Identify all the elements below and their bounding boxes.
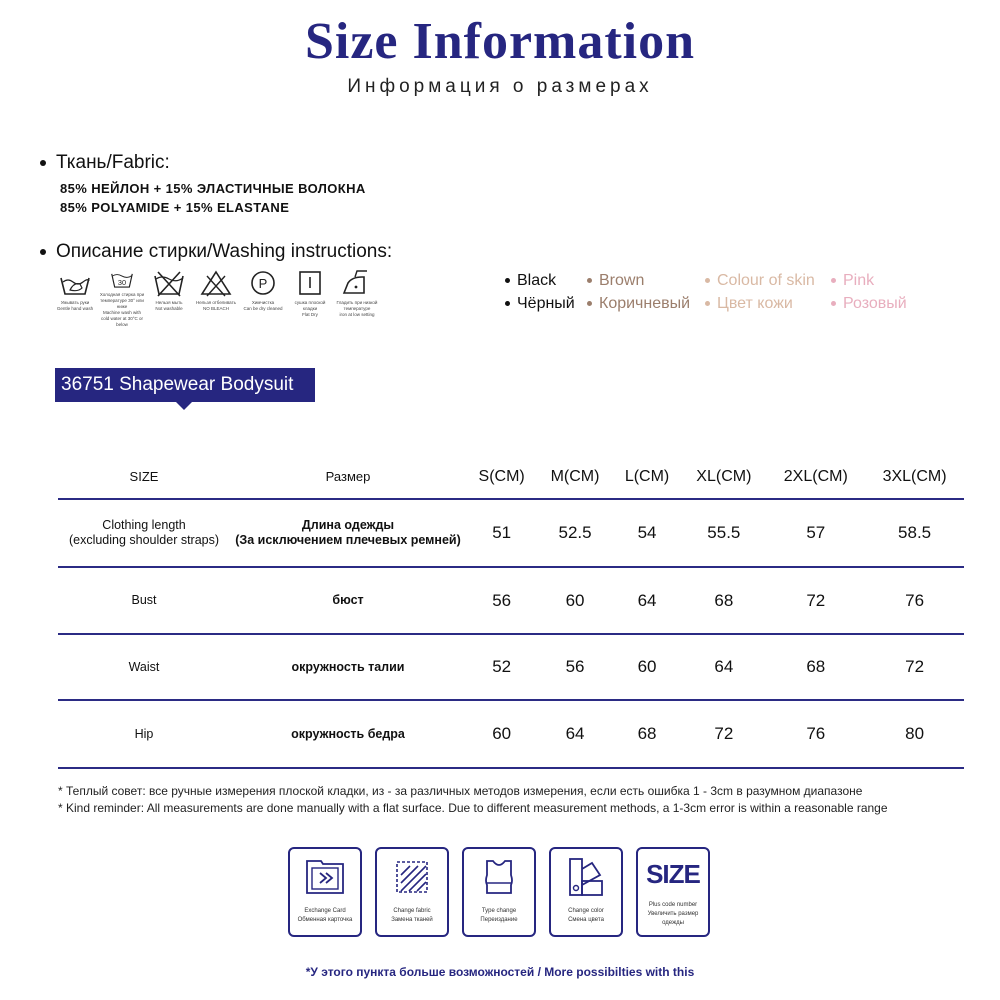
service-change-color: Change color Смена цвета — [549, 847, 623, 937]
row-label-ru: окружность бедра — [291, 726, 405, 741]
table-row — [58, 700, 964, 768]
bullet-icon — [40, 249, 46, 255]
table-row — [58, 499, 964, 567]
table-cell: 51 — [492, 523, 512, 542]
row-label-en: Waist — [128, 659, 160, 674]
svg-text:30: 30 — [117, 277, 127, 287]
size-icon: SIZE — [646, 859, 700, 889]
wash-item: 30 Холодная стирка при температуре 30° или ниже Machine wash with cold water at 30°C or below — [99, 268, 145, 328]
color-brown: Brown — [587, 272, 644, 290]
header-size: M(CM) — [550, 467, 600, 485]
machine-wash-30-icon — [105, 268, 139, 290]
table-cell: 57 — [806, 523, 826, 542]
service-type-change: Type change Переиздание — [462, 847, 536, 937]
size-table — [58, 455, 964, 769]
table-cell: 58.5 — [898, 523, 932, 542]
page-subtitle: Информация о размерах — [347, 76, 653, 97]
table-cell: 54 — [637, 523, 657, 542]
table-cell: 60 — [565, 590, 585, 610]
color-pink-ru: Розовый — [831, 295, 907, 313]
header-size-ru: Размер — [325, 469, 371, 484]
header-size-en: SIZE — [129, 469, 159, 484]
table-cell: 64 — [637, 590, 657, 610]
table-cell: 60 — [492, 724, 512, 743]
table-row — [58, 634, 964, 700]
fabric-line-en: 85% POLYAMIDE + 15% ELASTANE — [60, 200, 290, 215]
table-cell: 52 — [492, 657, 512, 676]
product-name-banner: 36751 Shapewear Bodysuit — [55, 368, 315, 402]
table-cell: 55.5 — [707, 523, 741, 542]
table-cell: 68 — [806, 657, 826, 676]
service-change-fabric: Change fabric Замена тканей — [375, 847, 449, 937]
table-cell: 60 — [637, 657, 657, 676]
washing-icons — [52, 268, 432, 328]
table-cell: 68 — [714, 590, 734, 610]
table-cell: 76 — [905, 590, 925, 610]
wash-item: P Химчистка Can be dry cleaned — [240, 268, 286, 328]
table-cell: 56 — [565, 657, 585, 676]
color-skin: Colour of skin — [705, 272, 815, 290]
wash-item: сушка плоской кладки Flat Dry — [287, 268, 333, 328]
banner-pointer — [176, 402, 192, 410]
do-not-wash-icon — [152, 268, 186, 298]
service-exchange-card: Exchange Card Обменная карточка — [288, 847, 362, 937]
header-size: 2XL(CM) — [783, 467, 848, 485]
table-header-row — [58, 455, 964, 499]
table-row — [58, 567, 964, 634]
table-cell: 72 — [714, 724, 734, 743]
row-label-ru: бюст — [332, 593, 364, 607]
row-label-ru: окружность талии — [291, 659, 405, 674]
table-cell: 52.5 — [558, 523, 592, 542]
wash-item: Гладить при низкой температуре iron at low setting — [334, 268, 380, 328]
table-cell: 68 — [637, 724, 657, 743]
service-plus-size: SIZE Plus code number Увеличить размер одежды — [636, 847, 710, 937]
wash-item: Нельзя мыть Not washable — [146, 268, 192, 328]
color-skin-ru: Цвет кожи — [705, 295, 793, 313]
table-cell: 64 — [565, 724, 585, 743]
table-cell: 56 — [492, 590, 512, 610]
bullet-icon — [40, 160, 46, 166]
fabric-heading: Ткань/Fabric: — [40, 152, 170, 174]
fabric-line-ru: 85% НЕЙЛОН + 15% ЭЛАСТИЧНЫЕ ВОЛОКНА — [60, 181, 366, 196]
measurement-note-ru: * Теплый совет: все ручные измерения плоской кладки, из - за различных методов измерения, если есть ошибка 1 - 3cm в разумном диапазоне — [58, 784, 863, 798]
header-size: L(CM) — [624, 467, 670, 485]
header-size: XL(CM) — [696, 467, 752, 485]
color-brown-ru: Коричневый — [587, 295, 690, 313]
table-cell: 72 — [905, 657, 925, 676]
table-cell: 76 — [806, 724, 826, 743]
header-size: S(CM) — [478, 467, 525, 485]
change-color-icon — [564, 855, 608, 899]
table-cell: 64 — [714, 657, 734, 676]
row-label-ru: Длина одежды (За исключением плечевых ремней) — [235, 518, 461, 547]
table-cell: 72 — [806, 590, 826, 610]
color-pink: Pink — [831, 272, 874, 290]
flat-dry-icon — [293, 268, 327, 298]
page-title: Size Information — [304, 13, 696, 70]
measurement-note-en: * Kind reminder: All measurements are done manually with a flat surface. Due to different measurement methods, a 1-3cm error is within a reasonable range — [58, 801, 888, 815]
svg-text:P: P — [258, 276, 268, 291]
hand-wash-icon — [58, 268, 92, 298]
no-bleach-icon — [199, 268, 233, 298]
row-label-en: Hip — [134, 726, 154, 741]
wash-item: Нельзя отбеливать NO BLEACH — [193, 268, 239, 328]
color-black-ru: Чёрный — [505, 295, 575, 313]
row-label-en: Clothing length (excluding shoulder straps) — [68, 518, 220, 547]
table-cell: 80 — [905, 724, 925, 743]
change-fabric-icon — [390, 855, 434, 899]
exchange-card-icon — [303, 855, 347, 899]
washing-heading: Описание стирки/Washing instructions: — [40, 241, 392, 263]
footer-note: *У этого пункта больше возможностей / More possibilties with this — [305, 965, 695, 979]
row-label-en: Bust — [131, 593, 157, 607]
header-size: 3XL(CM) — [882, 467, 947, 485]
color-black: Black — [505, 272, 556, 290]
dry-clean-icon — [246, 268, 280, 298]
type-change-icon — [477, 855, 521, 899]
iron-low-icon — [340, 268, 374, 298]
wash-item: Умывать руки Gentle hand wash — [52, 268, 98, 328]
